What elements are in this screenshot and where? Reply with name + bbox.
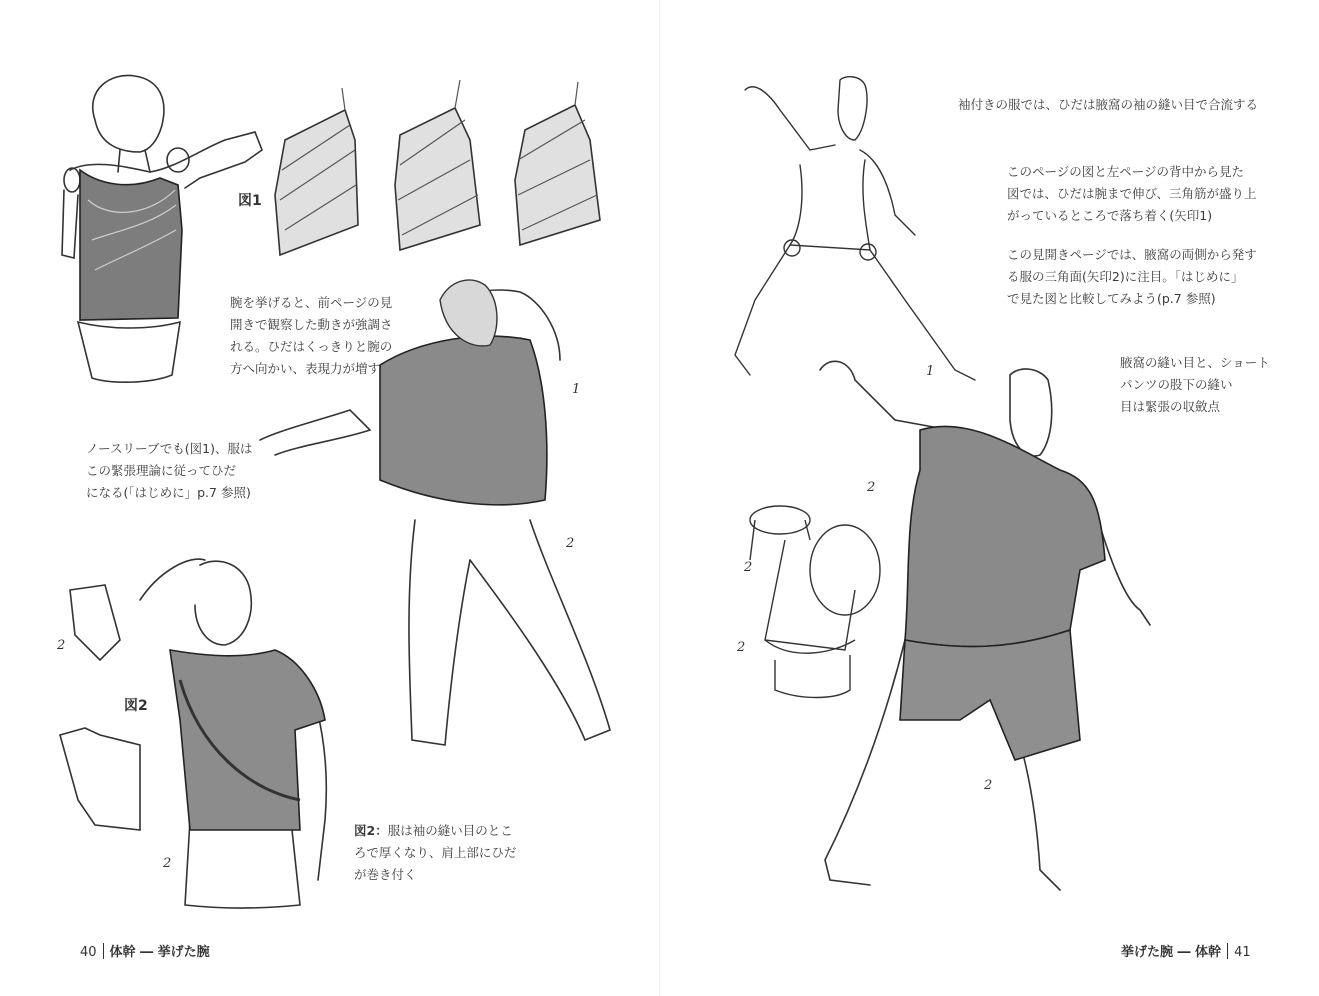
arrow-number-2: 2 xyxy=(744,560,753,575)
footer-divider xyxy=(103,943,104,959)
right-footer xyxy=(1121,941,1251,960)
fig1-label: 図1 xyxy=(238,193,262,209)
arrow-number-1: 1 xyxy=(572,382,581,397)
raise-arm-paragraph: 腕を挙げると、前ページの見 開きで観察した動きが強調さ れる。ひだはくっきりと腕の 方へ向かい、表現力が増す xyxy=(230,295,393,376)
arrow-number-2: 2 xyxy=(57,638,66,653)
footer-divider xyxy=(1227,943,1228,959)
fig2-caption-head: 図2： xyxy=(354,823,388,838)
left-footer xyxy=(80,941,210,960)
sleeveless-paragraph: ノースリーブでも(図1)、服は この緊張理論に従ってひだ になる(「はじめに」p.7 参照) xyxy=(86,441,253,500)
fig2-label: 図2 xyxy=(124,698,148,714)
arrow-number-2: 2 xyxy=(984,778,993,793)
shorts-paragraph: 腋窩の縫い目と、ショート パンツの股下の縫い 目は緊張の収斂点 xyxy=(1120,355,1270,414)
left-page xyxy=(0,0,659,996)
page-number: 41 xyxy=(1234,945,1251,960)
compare-back-paragraph: このページの図と左ページの背中から見た 図では、ひだは腕まで伸び、三角筋が盛り上 がっているところで落ち着く(矢印1) xyxy=(1007,164,1257,223)
mannequin-figures-sketch xyxy=(660,0,1319,996)
running-head: 挙げた腕 ― 体幹 xyxy=(1121,945,1222,960)
arrow-number-1: 1 xyxy=(926,364,935,379)
sleeve-seam-text: 袖付きの服では、ひだは腋窩の袖の縫い目で合流する xyxy=(958,97,1259,112)
triangle-paragraph: この見開きページでは、腋窩の両側から発す る服の三角面(矢印2)に注目。「はじめに」 で見た図と比較してみよう(p.7 参照) xyxy=(1007,247,1257,306)
arrow-number-2: 2 xyxy=(867,480,876,495)
page-number: 40 xyxy=(80,945,97,960)
arrow-number-2: 2 xyxy=(737,640,746,655)
arrow-number-2: 2 xyxy=(163,856,172,871)
right-page xyxy=(660,0,1319,996)
arrow-number-2: 2 xyxy=(566,536,575,551)
running-head: 体幹 ― 挙げた腕 xyxy=(109,945,210,960)
fig2-caption: 図2：服は袖の縫い目のとこ ろで厚くなり、肩上部にひだ が巻き付く xyxy=(354,823,517,882)
